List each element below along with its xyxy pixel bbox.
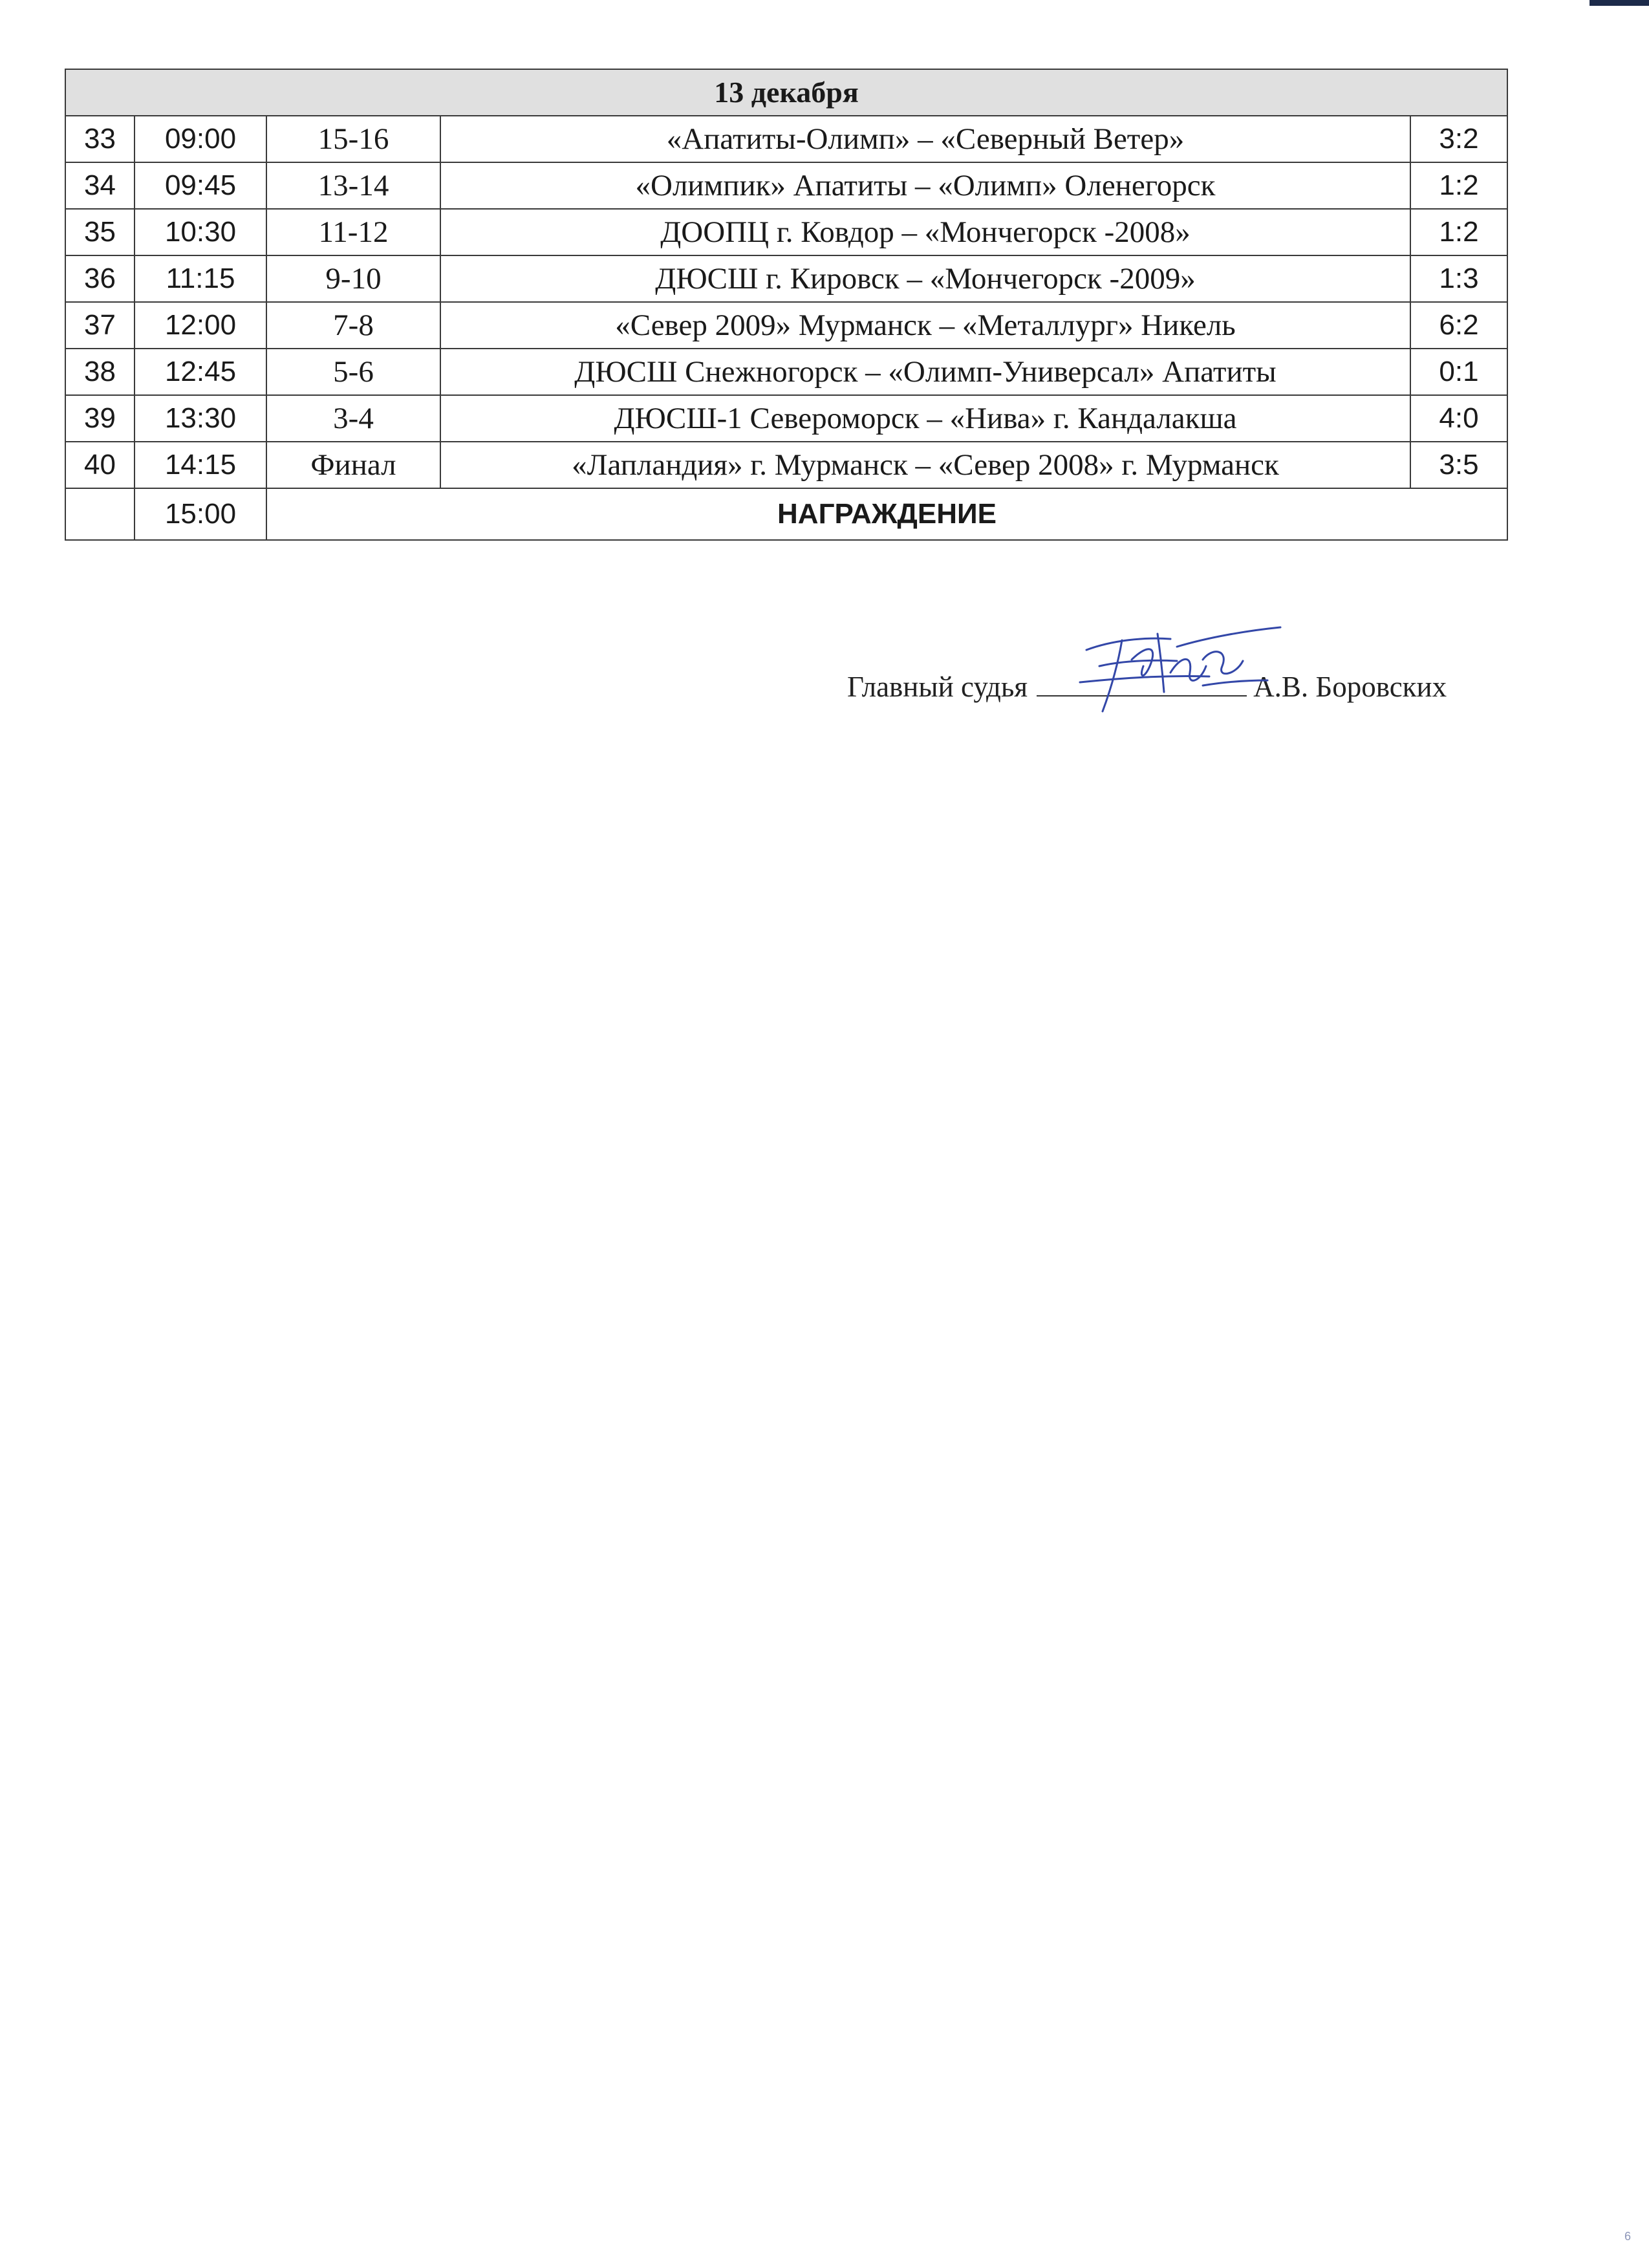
match-number: 39 (65, 395, 135, 442)
table-row (65, 442, 1507, 488)
match-teams: ДЮСШ-1 Североморск – «Нива» г. Кандалакша (440, 395, 1410, 442)
match-number: 33 (65, 116, 135, 162)
match-score: 1:2 (1410, 162, 1507, 209)
signature-role: Главный судья (847, 671, 1028, 703)
match-number: 34 (65, 162, 135, 209)
page-number: 6 (1624, 2230, 1632, 2243)
match-score: 3:5 (1410, 442, 1507, 488)
match-teams: «Апатиты-Олимп» – «Северный Ветер» (440, 116, 1410, 162)
match-stage: 7-8 (266, 302, 440, 349)
match-number: 35 (65, 209, 135, 255)
award-time: 15:00 (135, 488, 266, 540)
match-teams: «Олимпик» Апатиты – «Олимп» Оленегорск (440, 162, 1410, 209)
award-ceremony-label: НАГРАЖДЕНИЕ (266, 488, 1507, 540)
table-row (65, 349, 1507, 395)
match-time: 09:45 (135, 162, 266, 209)
match-time: 10:30 (135, 209, 266, 255)
match-number: 37 (65, 302, 135, 349)
match-stage: 9-10 (266, 255, 440, 302)
match-number: 38 (65, 349, 135, 395)
signature-name: А.В. Боровских (1253, 671, 1447, 703)
table-row (65, 162, 1507, 209)
match-stage: Финал (266, 442, 440, 488)
table-row (65, 116, 1507, 162)
match-number: 40 (65, 442, 135, 488)
handwritten-signature-icon (1073, 621, 1287, 718)
table-row (65, 395, 1507, 442)
match-stage: 5-6 (266, 349, 440, 395)
match-score: 1:2 (1410, 209, 1507, 255)
match-score: 4:0 (1410, 395, 1507, 442)
match-stage: 3-4 (266, 395, 440, 442)
match-stage: 15-16 (266, 116, 440, 162)
table-row (65, 302, 1507, 349)
match-teams: «Север 2009» Мурманск – «Металлург» Никель (440, 302, 1410, 349)
schedule-table (65, 69, 1508, 541)
match-score: 1:3 (1410, 255, 1507, 302)
date-header: 13 декабря (65, 69, 1507, 116)
match-number: 36 (65, 255, 135, 302)
schedule-body (65, 69, 1507, 540)
corner-scan-mark (1590, 0, 1649, 6)
match-time: 11:15 (135, 255, 266, 302)
match-score: 6:2 (1410, 302, 1507, 349)
match-score: 0:1 (1410, 349, 1507, 395)
award-row (65, 488, 1507, 540)
match-teams: ДЮСШ Снежногорск – «Олимп-Универсал» Апатиты (440, 349, 1410, 395)
match-time: 14:15 (135, 442, 266, 488)
award-number-empty (65, 488, 135, 540)
table-row (65, 209, 1507, 255)
match-time: 13:30 (135, 395, 266, 442)
match-stage: 13-14 (266, 162, 440, 209)
match-stage: 11-12 (266, 209, 440, 255)
match-score: 3:2 (1410, 116, 1507, 162)
date-header-row (65, 69, 1507, 116)
table-row (65, 255, 1507, 302)
match-teams: ДООПЦ г. Ковдор – «Мончегорск -2008» (440, 209, 1410, 255)
match-teams: «Лапландия» г. Мурманск – «Север 2008» г. Мурманск (440, 442, 1410, 488)
match-teams: ДЮСШ г. Кировск – «Мончегорск -2009» (440, 255, 1410, 302)
match-time: 12:00 (135, 302, 266, 349)
match-time: 12:45 (135, 349, 266, 395)
match-time: 09:00 (135, 116, 266, 162)
